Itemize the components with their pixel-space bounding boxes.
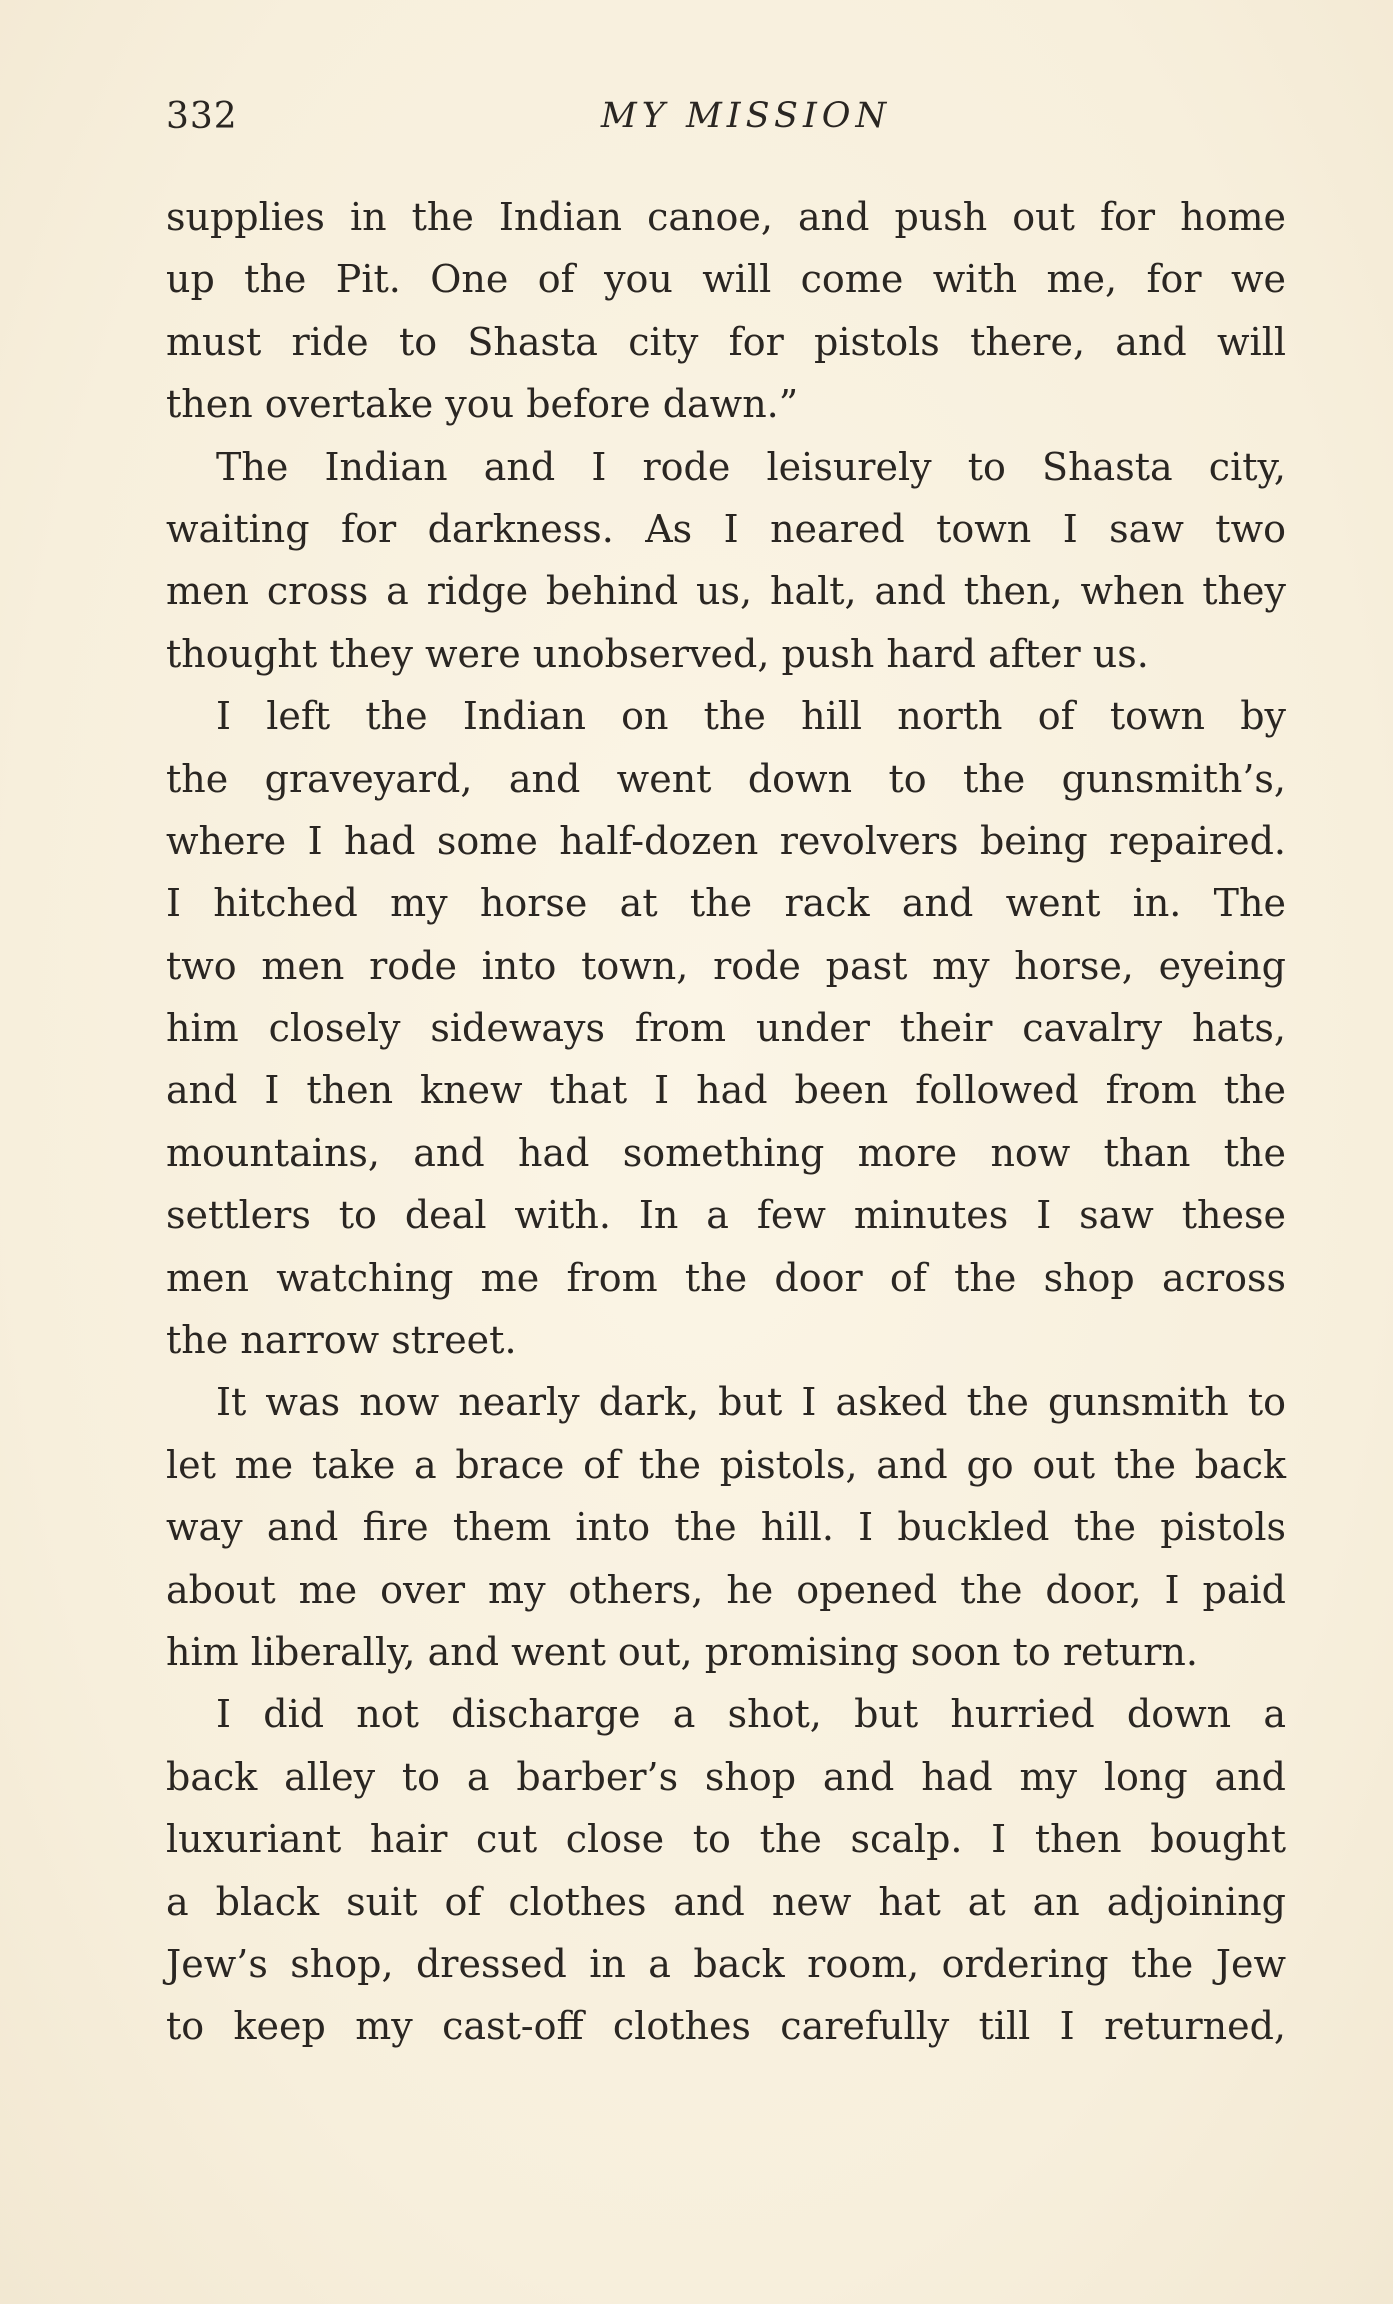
text-line: I did not discharge a shot, but hurried down a (216, 1692, 1286, 1737)
text-line: the graveyard, and went down to the gunsmith’s, (166, 756, 1286, 801)
text-line: I hitched my horse at the rack and went in. The (166, 881, 1286, 926)
text-line: two men rode into town, rode past my horse, eyeing (166, 943, 1286, 988)
running-head (166, 96, 1286, 146)
page-number: 332 (166, 96, 238, 137)
text-line: must ride to Shasta city for pistols there, and will (166, 319, 1286, 364)
text-line: then overtake you before dawn.” (166, 382, 799, 427)
text-line: the narrow street. (166, 1318, 517, 1363)
text-line: settlers to deal with. In a few minutes I saw these (166, 1193, 1286, 1238)
text-line: I left the Indian on the hill north of town by (216, 694, 1286, 739)
text-line: thought they were unobserved, push hard after us. (166, 631, 1149, 676)
running-title: MY MISSION (600, 96, 892, 136)
text-line: way and fire them into the hill. I buckled the pistols (166, 1505, 1286, 1550)
text-line: Jew’s shop, dressed in a back room, ordering the Jew (166, 1941, 1286, 1986)
text-line: where I had some half-dozen revolvers being repaired. (166, 818, 1286, 863)
text-line: and I then knew that I had been followed from the (166, 1068, 1286, 1113)
text-line: luxuriant hair cut close to the scalp. I then bought (166, 1817, 1286, 1862)
text-line: him liberally, and went out, promising soon to return. (166, 1629, 1198, 1674)
body-text (166, 186, 1286, 2058)
text-line: to keep my cast-off clothes carefully till I returned, (166, 2004, 1286, 2049)
text-line: about me over my others, he opened the door, I paid (166, 1567, 1286, 1612)
text-line: back alley to a barber’s shop and had my long and (166, 1754, 1286, 1799)
text-line: supplies in the Indian canoe, and push out for home (166, 195, 1286, 239)
text-line: up the Pit. One of you will come with me, for we (166, 257, 1286, 302)
text-line: men watching me from the door of the shop across (166, 1255, 1286, 1300)
text-line: mountains, and had something more now than the (166, 1130, 1286, 1175)
text-line: waiting for darkness. As I neared town I saw two (166, 506, 1286, 551)
text-line: men cross a ridge behind us, halt, and then, when they (166, 569, 1286, 614)
text-line: It was now nearly dark, but I asked the gunsmith to (216, 1380, 1286, 1425)
text-line: let me take a brace of the pistols, and go out the back (166, 1442, 1286, 1487)
text-line: The Indian and I rode leisurely to Shasta city, (216, 444, 1286, 489)
text-line: him closely sideways from under their cavalry hats, (166, 1006, 1286, 1051)
text-line: a black suit of clothes and new hat at an adjoining (166, 1879, 1286, 1924)
